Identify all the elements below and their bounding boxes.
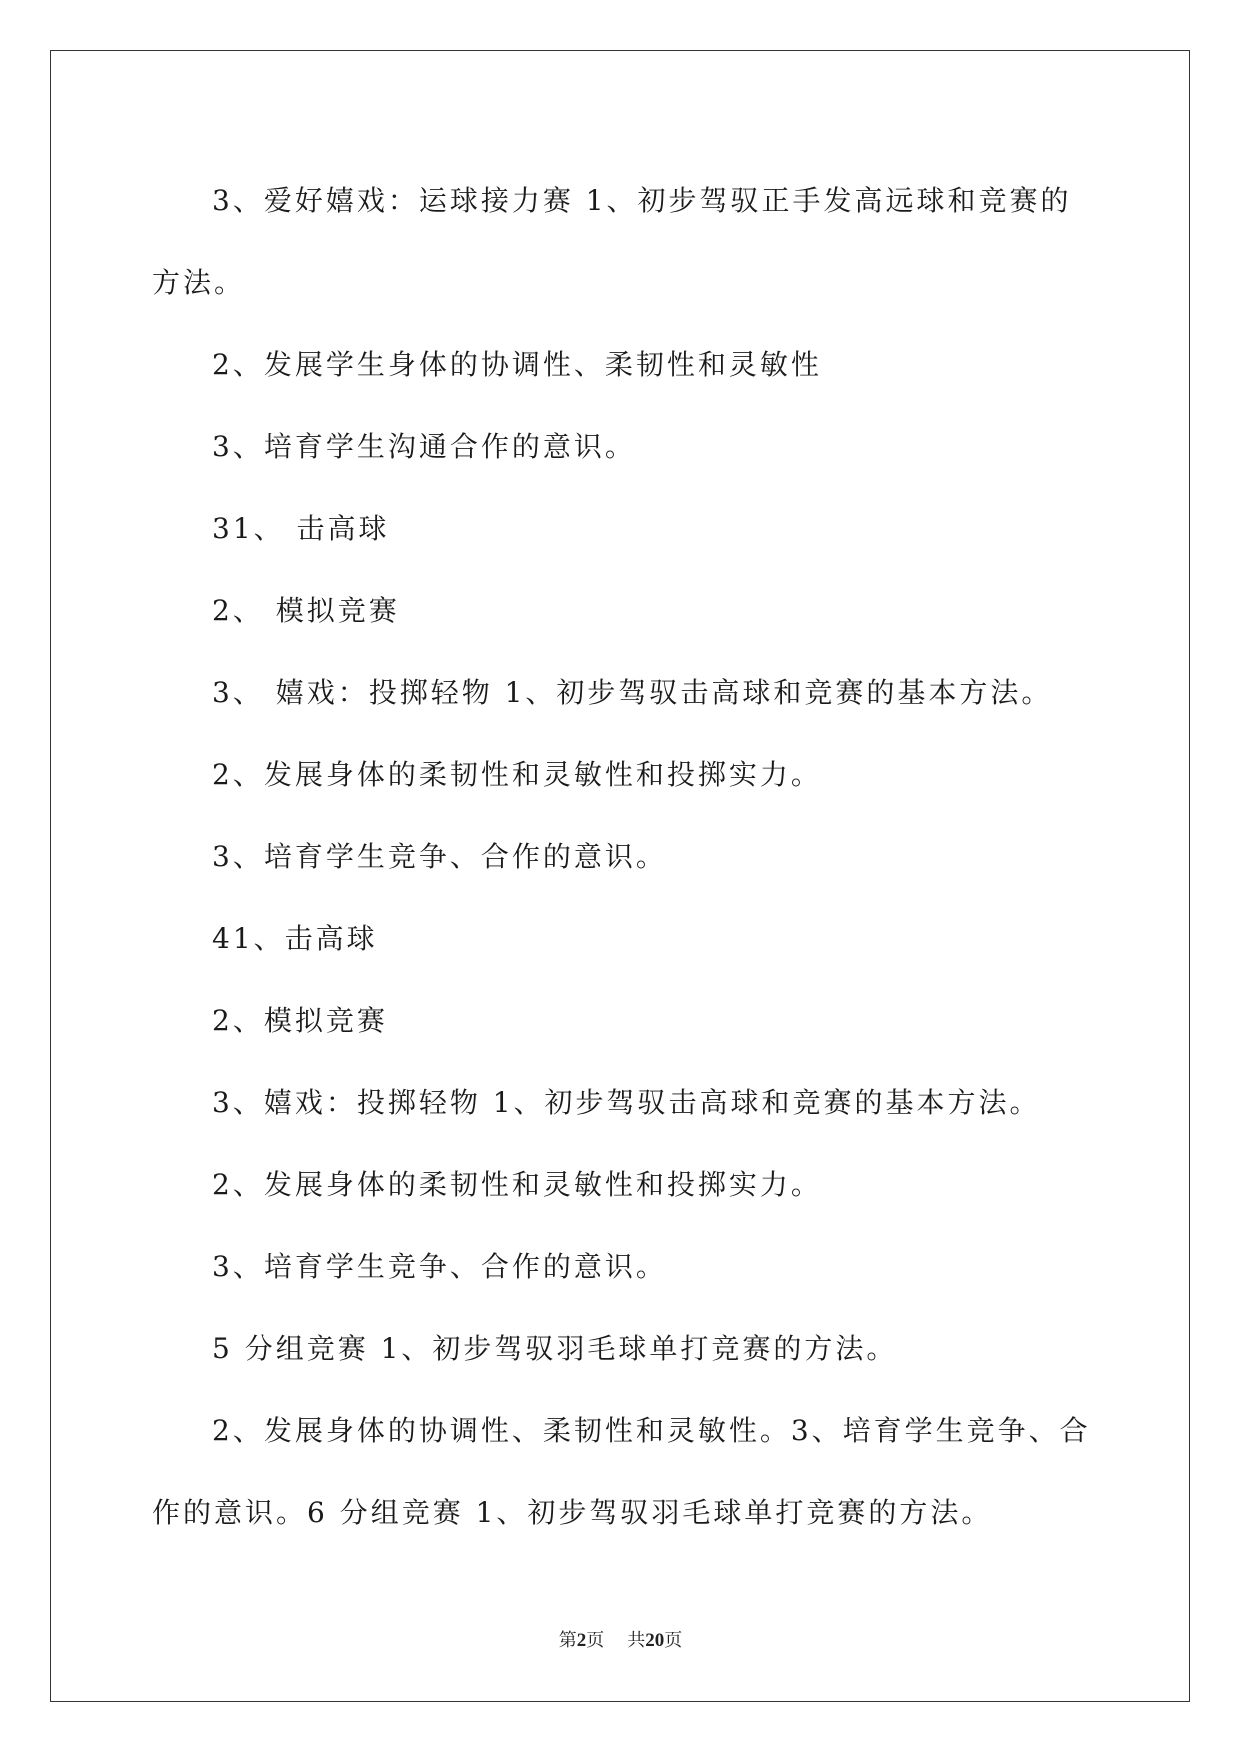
paragraph: 3、 嬉戏：投掷轻物 1、初步驾驭击高球和竞赛的基本方法。 (212, 676, 1053, 709)
document-body (152, 160, 1092, 1554)
page-footer (0, 1626, 1241, 1652)
paragraph: 2、发展身体的柔韧性和灵敏性和投掷实力。 (212, 1168, 822, 1201)
paragraph: 3、培育学生沟通合作的意识。 (212, 430, 636, 463)
total-suffix: 页 (664, 1630, 683, 1651)
paragraph: 3、培育学生竞争、合作的意识。 (212, 1250, 667, 1283)
paragraph: 3、培育学生竞争、合作的意识。 (212, 840, 667, 873)
paragraph: 3、爱好嬉戏：运球接力赛 1、初步驾驭正手发高远球和竞赛的方法。 (152, 184, 1072, 299)
paragraph: 41、击高球 (212, 922, 378, 955)
paragraph: 2、 模拟竞赛 (212, 594, 400, 627)
total-prefix: 共 (627, 1630, 646, 1651)
paragraph: 2、模拟竞赛 (212, 1004, 388, 1037)
total-pages: 20 (645, 1630, 665, 1651)
paragraph: 3、嬉戏：投掷轻物 1、初步驾驭击高球和竞赛的基本方法。 (212, 1086, 1041, 1119)
page-number: 2 (576, 1630, 587, 1651)
paragraph: 31、 击高球 (212, 512, 390, 545)
paragraph: 2、发展身体的协调性、柔韧性和灵敏性。3、培育学生竞争、合作的意识。6 分组竞赛 1、初步驾驭羽毛球单打竞赛的方法。 (152, 1414, 1091, 1529)
page-prefix: 第 (558, 1630, 577, 1651)
page-suffix: 页 (586, 1630, 605, 1651)
paragraph: 2、发展身体的柔韧性和灵敏性和投掷实力。 (212, 758, 822, 791)
paragraph: 2、发展学生身体的协调性、柔韧性和灵敏性 (212, 348, 822, 381)
paragraph: 5 分组竞赛 1、初步驾驭羽毛球单打竞赛的方法。 (212, 1332, 898, 1365)
